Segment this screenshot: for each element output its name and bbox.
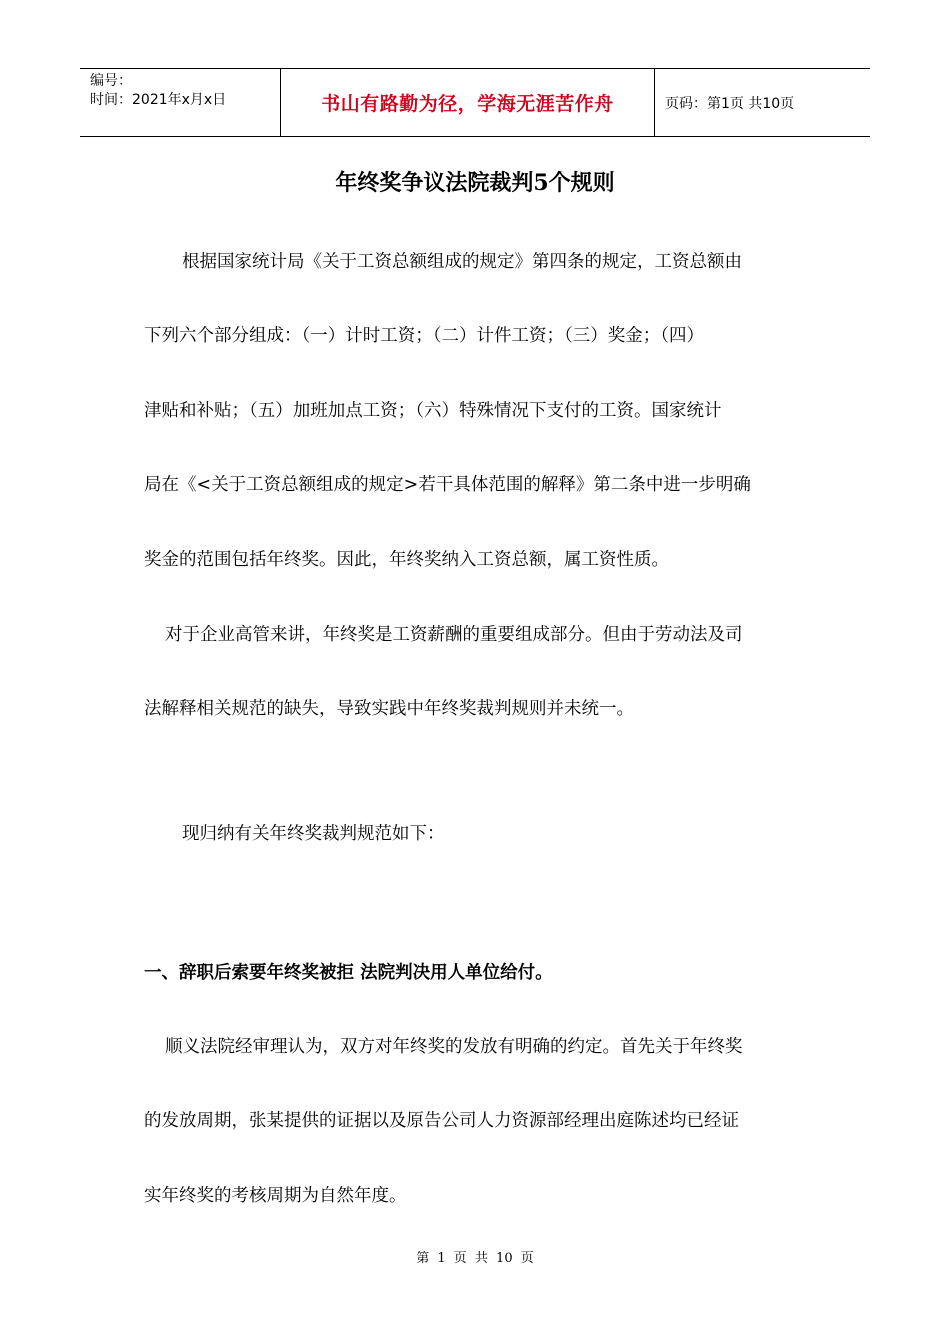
paragraph-line: 津贴和补贴；（五）加班加点工资；（六）特殊情况下支付的工资。国家统计: [144, 401, 722, 421]
header-page-cell: [655, 69, 870, 136]
paragraph-line: 根据国家统计局《关于工资总额组成的规定》第四条的规定，工资总额由: [182, 252, 742, 272]
header-meta-cell: [80, 69, 281, 136]
paragraph-line: 实年终奖的考核周期为自然年度。: [144, 1186, 407, 1206]
paragraph-line: 的发放周期，张某提供的证据以及原告公司人力资源部经理出庭陈述均已经证: [144, 1111, 739, 1131]
document-title: 年终奖争议法院裁判5个规则: [335, 170, 615, 196]
paragraph-line: 对于企业高管来讲，年终奖是工资薪酬的重要组成部分。但由于劳动法及司: [165, 625, 743, 645]
paragraph-line: 下列六个部分组成：（一）计时工资；（二）计件工资；（三）奖金；（四）: [144, 326, 704, 346]
section-heading: 一、辞职后索要年终奖被拒 法院判决用人单位给付。: [144, 963, 553, 983]
paragraph-line: 局在《<关于工资总额组成的规定>若干具体范围的解释》第二条中进一步明确: [144, 475, 751, 495]
number-label: 编号：: [90, 73, 132, 89]
paragraph-line: 现归纳有关年终奖裁判规范如下：: [182, 824, 445, 844]
header-motto-cell: [281, 69, 655, 136]
time-label: 时间：2021年x月x日: [90, 92, 227, 108]
paragraph-line: 奖金的范围包括年终奖。因此，年终奖纳入工资总额，属工资性质。: [144, 550, 669, 570]
paragraph-line: 顺义法院经审理认为，双方对年终奖的发放有明确的约定。首先关于年终奖: [165, 1037, 743, 1057]
page-info: 页码：第1页 共10页: [665, 95, 795, 112]
page-footer: 第 1 页 共 10 页: [416, 1251, 534, 1266]
header-table: [80, 68, 870, 137]
motto-text: 书山有路勤为径，学海无涯苦作舟: [321, 93, 614, 115]
paragraph-line: 法解释相关规范的缺失，导致实践中年终奖裁判规则并未统一。: [144, 699, 634, 719]
